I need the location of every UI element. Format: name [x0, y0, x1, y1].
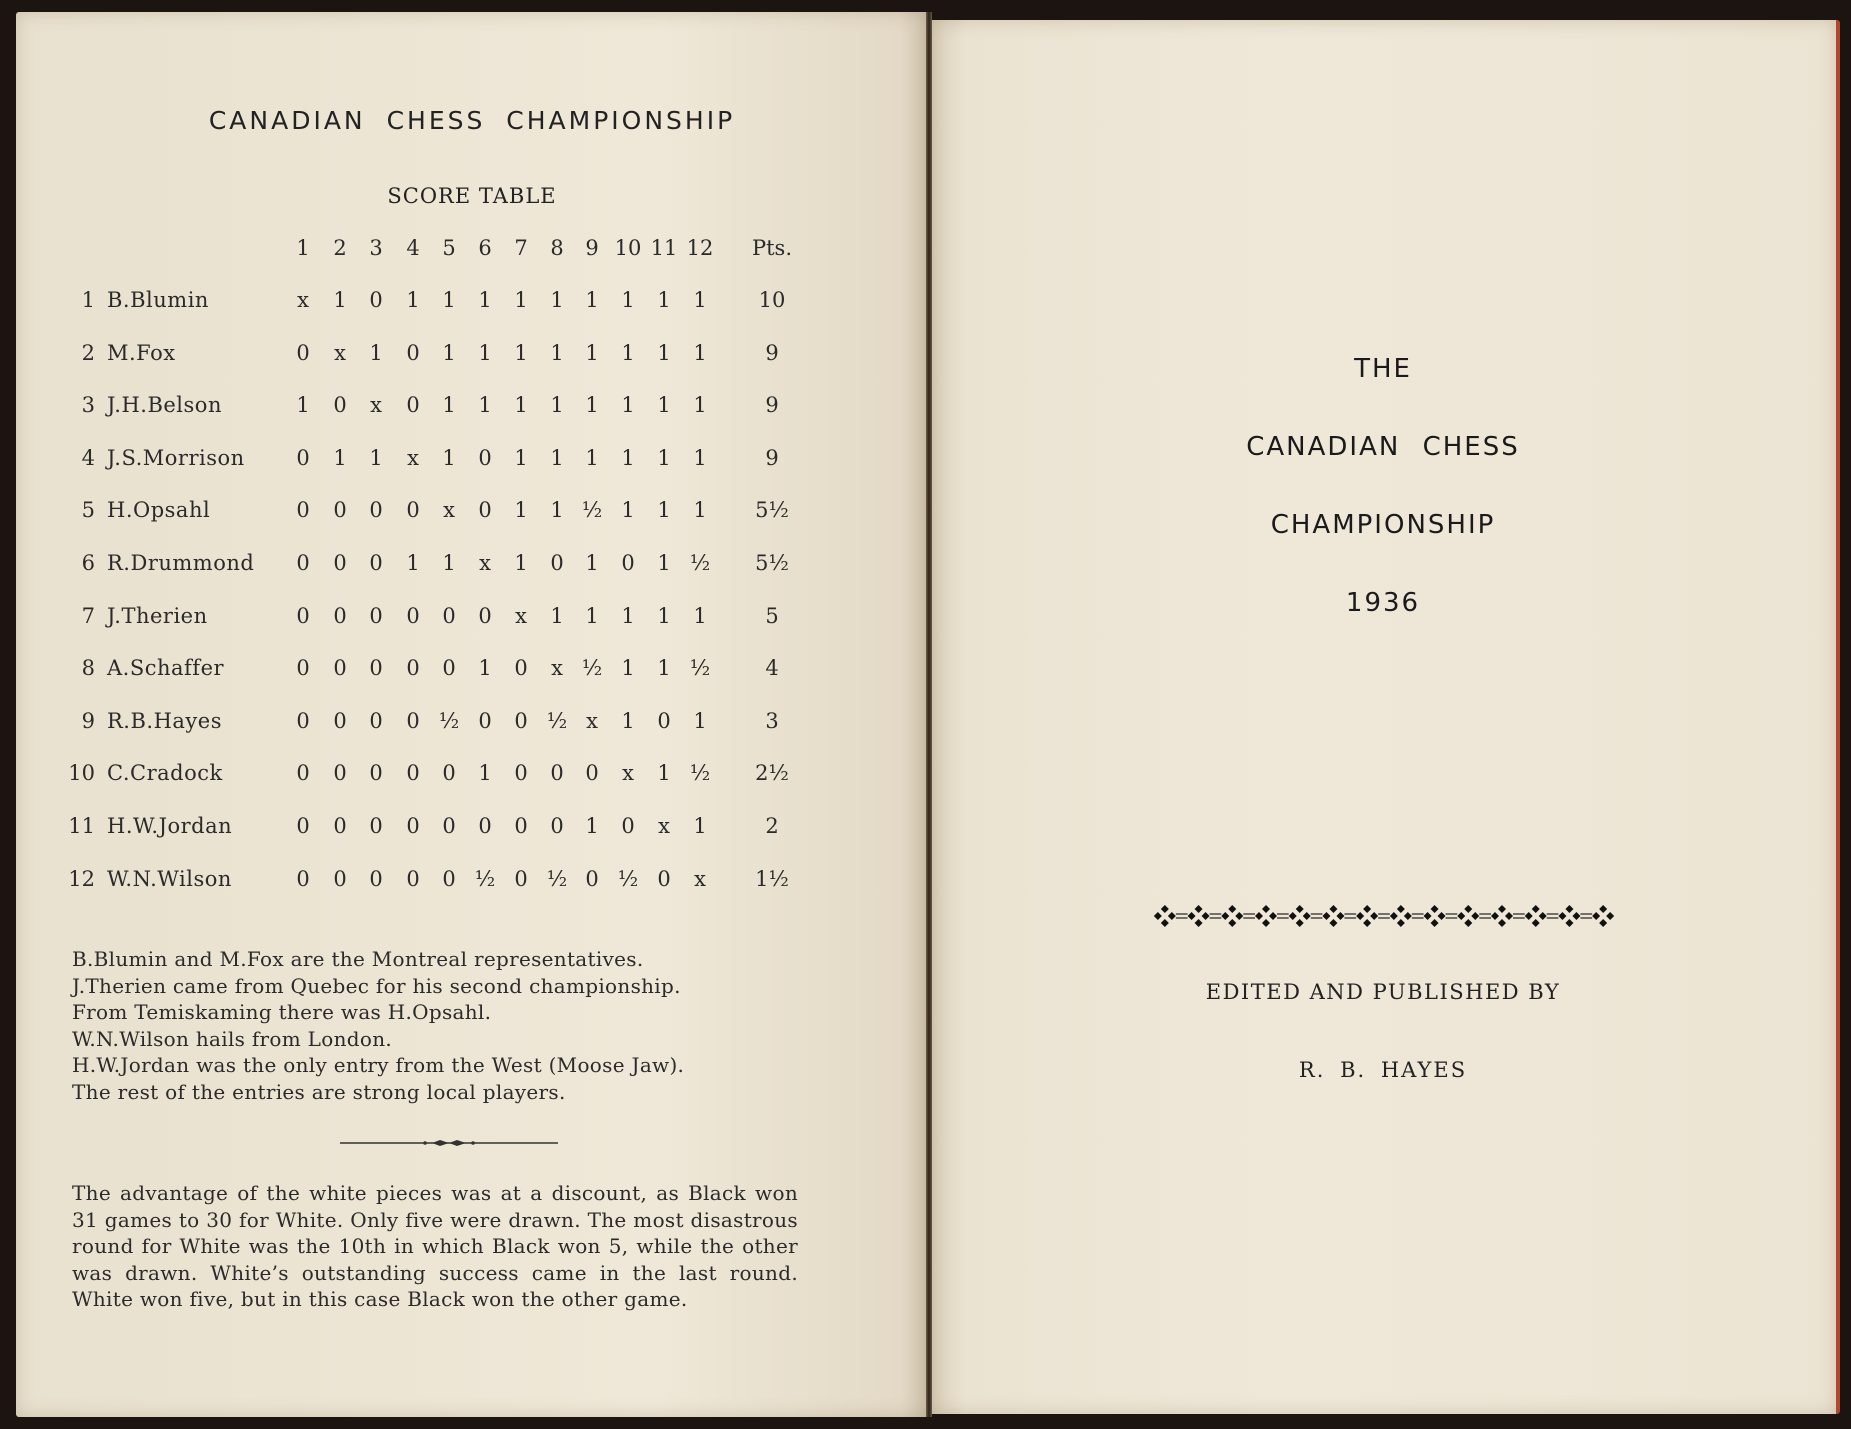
score-cell: 0	[333, 656, 347, 681]
column-header: 12	[686, 236, 714, 260]
player-points: 9	[765, 340, 779, 365]
note-line: From Temiskaming there was H.Opsahl.	[72, 1000, 492, 1024]
score-cell: 0	[296, 761, 310, 786]
score-cell: 0	[296, 551, 310, 575]
ornament-diamond	[1255, 905, 1277, 927]
row-number: 1	[81, 288, 95, 312]
score-cell: 1	[693, 445, 707, 470]
ornament-diamond	[1154, 905, 1176, 927]
score-cell: 1	[406, 551, 420, 575]
score-cell: ½	[581, 498, 603, 523]
score-cell: 0	[369, 656, 383, 681]
player-name: R.Drummond	[107, 551, 255, 575]
score-cell: x	[479, 551, 491, 575]
score-cell: 1	[693, 603, 707, 628]
score-cell: 1	[550, 340, 564, 365]
score-cell: 1	[621, 393, 635, 418]
score-cell: 0	[478, 498, 492, 523]
score-cell: x	[443, 498, 455, 523]
score-cell: 0	[406, 498, 420, 523]
player-name: H.Opsahl	[107, 498, 211, 523]
score-cell: 0	[296, 708, 310, 733]
score-cell: 0	[406, 761, 420, 786]
player-points: 5	[765, 603, 779, 628]
column-header: 5	[442, 236, 456, 260]
score-cell: 0	[296, 656, 310, 681]
score-cell: 0	[406, 814, 420, 838]
score-cell: 1	[693, 393, 707, 418]
row-number: 9	[81, 708, 95, 733]
score-cell: 0	[550, 551, 564, 575]
score-cell: ½	[438, 708, 460, 733]
player-name: A.Schaffer	[107, 656, 225, 681]
column-header: 7	[514, 236, 528, 260]
score-cell: 1	[333, 445, 347, 470]
score-cell: 1	[478, 288, 492, 312]
score-cell: x	[551, 656, 563, 681]
score-cell: 0	[296, 340, 310, 365]
score-cell: 1	[442, 340, 456, 365]
score-cell: 0	[369, 603, 383, 628]
score-cell: 0	[585, 761, 599, 786]
ornament-diamond	[1457, 905, 1479, 927]
spine	[926, 12, 932, 1417]
row-number: 2	[81, 340, 95, 365]
score-cell: 1	[585, 814, 599, 838]
score-cell: 0	[333, 603, 347, 628]
score-cell: 1	[514, 498, 528, 523]
right-page	[930, 20, 1840, 1414]
score-cell: 0	[296, 445, 310, 470]
score-cell: x	[658, 814, 670, 838]
score-cell: 0	[621, 814, 635, 838]
score-cell: 0	[478, 814, 492, 838]
column-header: 11	[650, 236, 678, 260]
score-cell: 0	[442, 603, 456, 628]
score-cell: 1	[693, 340, 707, 365]
score-cell: 1	[478, 656, 492, 681]
score-cell: 0	[514, 761, 528, 786]
player-name: J.H.Belson	[107, 393, 222, 418]
player-points: 4	[765, 656, 779, 681]
editor-name: R. B. HAYES	[1298, 1058, 1468, 1082]
score-cell: 0	[406, 656, 420, 681]
row-number: 8	[81, 656, 95, 681]
player-points: 2	[765, 814, 779, 838]
score-cell: 1	[514, 551, 528, 575]
score-cell: 0	[478, 708, 492, 733]
score-cell: x	[694, 866, 706, 891]
score-cell: 1	[621, 603, 635, 628]
score-cell: 0	[442, 814, 456, 838]
score-cell: 0	[657, 708, 671, 733]
ornamental-divider	[340, 1138, 558, 1148]
title-line-canadian-chess: CANADIAN CHESS	[1246, 432, 1520, 462]
ornament-diamond	[1188, 905, 1210, 927]
player-name: B.Blumin	[107, 288, 209, 312]
score-cell: 0	[369, 708, 383, 733]
score-cell: ½	[546, 708, 568, 733]
player-name: M.Fox	[107, 340, 176, 365]
row-number: 11	[68, 814, 95, 838]
score-cell: ½	[689, 761, 711, 786]
score-cell: 0	[296, 603, 310, 628]
player-points: 2½	[755, 761, 789, 786]
score-cell: 1	[657, 498, 671, 523]
score-cell: 1	[442, 551, 456, 575]
ornament-diamond	[1322, 905, 1344, 927]
score-cell: 1	[478, 340, 492, 365]
column-header: 6	[478, 236, 492, 260]
score-cell: 0	[333, 708, 347, 733]
score-cell: 1	[693, 708, 707, 733]
column-header: 2	[333, 236, 347, 260]
score-cell: 1	[369, 445, 383, 470]
ornament-diamond	[1424, 905, 1446, 927]
score-cell: ½	[617, 866, 639, 891]
score-cell: 0	[296, 866, 310, 891]
player-name: J.Therien	[107, 603, 208, 628]
player-points: 3	[765, 708, 779, 733]
row-number: 12	[68, 866, 95, 891]
ornament-diamond	[1525, 905, 1547, 927]
score-cell: 1	[514, 445, 528, 470]
note-line: The rest of the entries are strong local players.	[72, 1079, 566, 1104]
column-header: 1	[296, 236, 310, 260]
score-cell: 1	[442, 393, 456, 418]
score-cell: 1	[550, 445, 564, 470]
row-number: 5	[81, 498, 95, 523]
player-points: 10	[758, 288, 786, 312]
score-cell: 0	[514, 708, 528, 733]
score-cell: 1	[693, 814, 707, 838]
points-header: Pts.	[751, 236, 793, 260]
column-header: 9	[585, 236, 599, 260]
diamond-ornament-band	[1148, 902, 1620, 930]
note-line: J.Therien came from Quebec for his second championship.	[72, 973, 681, 998]
player-points: 5½	[755, 551, 789, 575]
score-cell: 0	[585, 866, 599, 891]
score-cell: 1	[550, 603, 564, 628]
score-cell: 0	[406, 393, 420, 418]
row-number: 10	[68, 761, 95, 786]
score-cell: 1	[514, 288, 528, 312]
score-cell: 0	[296, 814, 310, 838]
score-cell: 1	[657, 551, 671, 575]
score-cell: 0	[406, 340, 420, 365]
score-cell: 1	[478, 393, 492, 418]
left-page-heading: CANADIAN CHESS CHAMPIONSHIP	[208, 106, 736, 135]
score-cell: 0	[406, 708, 420, 733]
score-cell: 0	[514, 814, 528, 838]
score-cell: 1	[296, 393, 310, 418]
score-cell: 1	[550, 498, 564, 523]
column-header: 3	[369, 236, 383, 260]
score-cell: 1	[514, 393, 528, 418]
note-line: H.W.Jordan was the only entry from the West (Moose Jaw).	[72, 1053, 685, 1077]
score-cell: ½	[581, 656, 603, 681]
score-cell: 0	[442, 761, 456, 786]
score-cell: 1	[621, 656, 635, 681]
score-cell: 0	[333, 761, 347, 786]
score-cell: 1	[442, 288, 456, 312]
score-cell: 0	[478, 603, 492, 628]
title-line-year: 1936	[1345, 588, 1421, 618]
ornament-diamond	[1289, 905, 1311, 927]
ornament-diamond	[1558, 905, 1580, 927]
score-cell: 1	[550, 288, 564, 312]
ornament-diamond	[1390, 905, 1412, 927]
score-cell: 0	[296, 498, 310, 523]
ornament-diamond	[1491, 905, 1513, 927]
score-cell: 0	[369, 761, 383, 786]
score-table-title: SCORE TABLE	[387, 184, 557, 208]
score-cell: 0	[333, 551, 347, 575]
score-cell: 1	[369, 340, 383, 365]
score-cell: 0	[333, 814, 347, 838]
score-cell: x	[407, 445, 419, 470]
row-number: 4	[81, 445, 95, 470]
score-cell: 0	[478, 445, 492, 470]
score-cell: 1	[585, 288, 599, 312]
summary-paragraph: The advantage of the white pieces was at a discount, as Black won 31 games to 30 for White. Only five were drawn. The most disastrous round for White was the 10th in which Black won 5, while the other was drawn. White’s outstanding success came in the last round. White won five, but in this case Black won the other game.	[72, 1181, 798, 1311]
score-cell: 1	[621, 498, 635, 523]
score-cell: 0	[369, 498, 383, 523]
score-cell: 1	[693, 288, 707, 312]
score-cell: 1	[585, 551, 599, 575]
score-cell: 0	[514, 656, 528, 681]
score-cell: ½	[546, 866, 568, 891]
score-cell: 1	[514, 340, 528, 365]
score-cell: x	[622, 761, 634, 786]
score-cell: ½	[474, 866, 496, 891]
score-cell: 1	[693, 498, 707, 523]
player-name: H.W.Jordan	[107, 814, 233, 838]
score-cell: 0	[550, 814, 564, 838]
score-cell: 1	[550, 393, 564, 418]
score-cell: x	[586, 708, 598, 733]
score-cell: 1	[657, 340, 671, 365]
title-line-the: THE	[1354, 354, 1412, 384]
score-cell: 0	[333, 393, 347, 418]
score-cell: 1	[478, 761, 492, 786]
score-cell: ½	[689, 656, 711, 681]
ornament-diamond	[1221, 905, 1243, 927]
score-cell: 0	[333, 498, 347, 523]
score-cell: 0	[369, 288, 383, 312]
score-cell: 1	[657, 288, 671, 312]
score-cell: 1	[406, 288, 420, 312]
player-name: W.N.Wilson	[107, 866, 232, 891]
score-cell: ½	[689, 551, 711, 575]
score-cell: 0	[550, 761, 564, 786]
player-points: 1½	[755, 866, 789, 891]
player-points: 9	[765, 445, 779, 470]
player-name: J.S.Morrison	[107, 445, 245, 470]
score-cell: 1	[621, 288, 635, 312]
player-name: R.B.Hayes	[107, 708, 222, 733]
score-cell: x	[297, 288, 309, 312]
column-header: 10	[614, 236, 642, 260]
score-cell: 0	[406, 603, 420, 628]
player-points: 5½	[755, 498, 789, 523]
score-cell: 1	[585, 340, 599, 365]
column-header: 8	[550, 236, 564, 260]
player-points: 9	[765, 393, 779, 418]
score-cell: 1	[621, 445, 635, 470]
score-cell: 1	[657, 603, 671, 628]
score-cell: x	[370, 393, 382, 418]
note-line: W.N.Wilson hails from London.	[72, 1026, 393, 1051]
score-cell: 0	[333, 866, 347, 891]
row-number: 6	[81, 551, 95, 575]
row-number: 7	[81, 603, 95, 628]
score-cell: 1	[442, 445, 456, 470]
score-cell: 1	[585, 603, 599, 628]
score-cell: 0	[514, 866, 528, 891]
title-line-championship: CHAMPIONSHIP	[1270, 510, 1496, 540]
score-cell: x	[515, 603, 527, 628]
score-cell: 0	[406, 866, 420, 891]
score-cell: 0	[369, 866, 383, 891]
ornament-diamond	[1356, 905, 1378, 927]
score-cell: 1	[585, 393, 599, 418]
score-cell: 1	[657, 393, 671, 418]
score-cell: 0	[442, 656, 456, 681]
ornament-diamond	[1592, 905, 1614, 927]
score-cell: 1	[621, 340, 635, 365]
score-cell: 1	[585, 445, 599, 470]
column-header: 4	[406, 236, 420, 260]
score-cell: 0	[621, 551, 635, 575]
score-cell: 1	[657, 761, 671, 786]
score-cell: x	[334, 340, 346, 365]
score-cell: 0	[657, 866, 671, 891]
player-name: C.Cradock	[107, 761, 223, 786]
notes-block	[72, 946, 684, 1105]
edited-by-line: EDITED AND PUBLISHED BY	[1205, 980, 1561, 1004]
score-cell: 1	[621, 708, 635, 733]
score-cell: 0	[442, 866, 456, 891]
score-cell: 1	[333, 288, 347, 312]
row-number: 3	[81, 393, 95, 418]
note-line: B.Blumin and M.Fox are the Montreal representatives.	[72, 947, 644, 971]
score-cell: 0	[369, 551, 383, 575]
score-cell: 0	[369, 814, 383, 838]
score-cell: 1	[657, 656, 671, 681]
score-cell: 1	[657, 445, 671, 470]
